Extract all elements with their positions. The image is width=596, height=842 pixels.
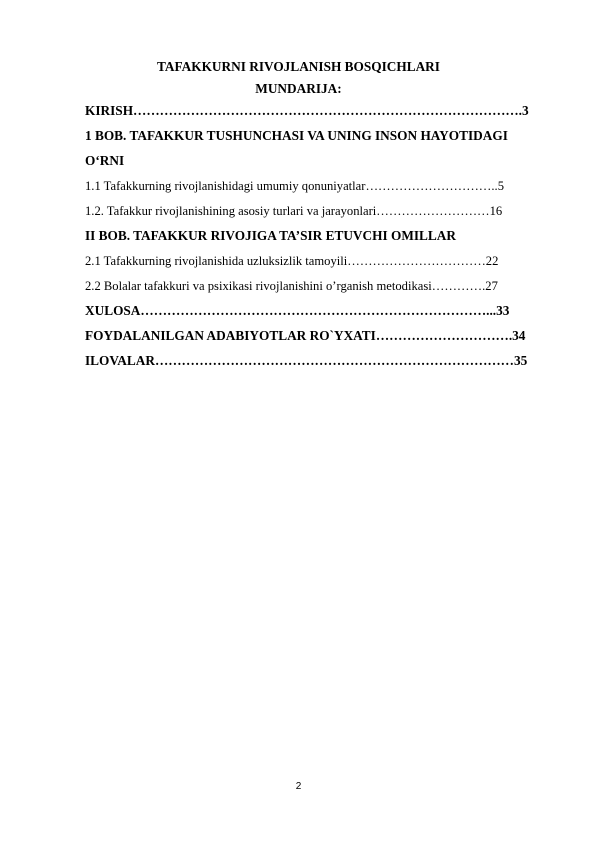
toc-leader-dots: ……………………… xyxy=(376,204,490,218)
toc-entry-label: 1.1 Tafakkurning rivojlanishidagi umumiy qonuniyatlar xyxy=(85,179,366,193)
toc-entry-2-2 xyxy=(85,278,555,294)
toc-leader-dots: ……………………………………………………………………………. xyxy=(133,103,522,118)
toc-leader-dots: ………………………….. xyxy=(365,179,498,193)
toc-page-number: 27 xyxy=(485,279,498,293)
toc-entry-label: II BOB. TAFAKKUR RIVOJIGA TA’SIR ETUVCHI OMILLAR xyxy=(85,228,456,243)
toc-page-number: 5 xyxy=(497,179,504,193)
toc-entry-label: O‘RNI xyxy=(85,153,125,168)
table-of-contents-heading: MUNDARIJA: xyxy=(255,81,342,96)
toc-page-number: 33 xyxy=(496,303,510,318)
toc-entry-label: 1 BOB. TAFAKKUR TUSHUNCHASI VA UNING INSON HAYOTIDAGI xyxy=(85,128,508,143)
toc-entry-label: 2.1 Tafakkurning rivojlanishida uzluksizlik tamoyili xyxy=(85,254,348,268)
toc-entry-chapter-1 xyxy=(85,128,555,144)
toc-entry-chapter-1-cont xyxy=(85,153,555,169)
toc-entry-xulosa xyxy=(85,303,555,319)
toc-page-number: 3 xyxy=(521,103,529,118)
toc-page-number: 34 xyxy=(512,328,526,343)
toc-entry-1-1 xyxy=(85,178,555,194)
toc-entry-label: 1.2. Tafakkur rivojlanishining asosiy turlari va jarayonlari xyxy=(85,204,377,218)
toc-page-number: 16 xyxy=(489,204,503,218)
toc-leader-dots: …………………………. xyxy=(375,328,513,343)
toc-entry-1-2 xyxy=(85,203,555,219)
toc-leader-dots: ……………………………………………………………………... xyxy=(140,303,497,318)
toc-entry-label: 2.2 Bolalar tafakkuri va psixikasi rivojlanishini o’rganish metodikasi xyxy=(85,279,432,293)
toc-entry-label: FOYDALANILGAN ADABIYOTLAR RO`YXATI xyxy=(85,328,376,343)
toc-page-number: 22 xyxy=(485,254,499,268)
toc-page-number: 35 xyxy=(513,353,528,368)
toc-leader-dots: …………………………… xyxy=(347,254,486,268)
toc-leader-dots: ……………………………………………………………………… xyxy=(154,353,514,368)
toc-entry-label: KIRISH xyxy=(85,103,134,118)
document-title: TAFAKKURNI RIVOJLANISH BOSQICHLARI xyxy=(157,59,440,74)
toc-entry-ilovalar xyxy=(85,353,555,369)
toc-entry-2-1 xyxy=(85,253,555,269)
toc-entry-references xyxy=(85,328,555,344)
toc-entry-chapter-2 xyxy=(85,228,555,244)
toc-leader-dots: …………. xyxy=(431,279,486,293)
toc-entry-kirish xyxy=(85,103,555,119)
toc-entry-label: ILOVALAR xyxy=(85,353,155,368)
page-number: 2 xyxy=(295,781,302,792)
toc-entry-label: XULOSA xyxy=(85,303,141,318)
